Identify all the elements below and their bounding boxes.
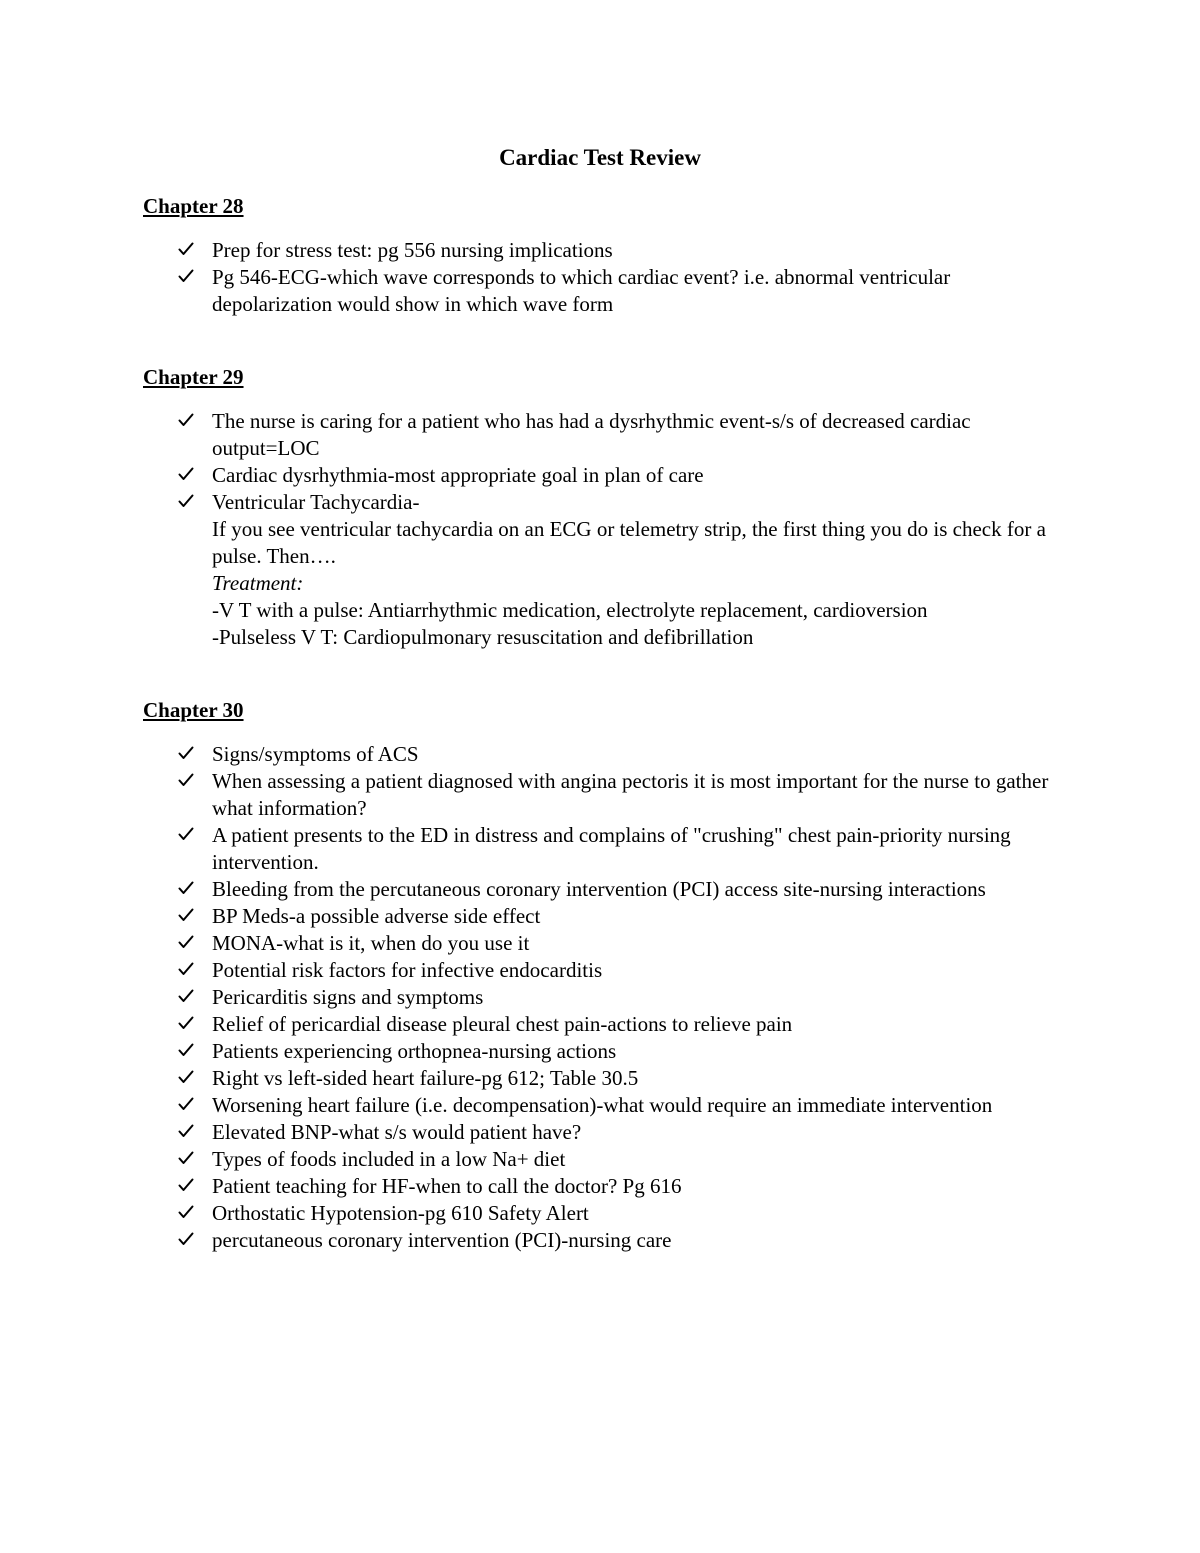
checklist-item-text: -V T with a pulse: Antiarrhythmic medication, electrolyte replacement, cardioversion (212, 598, 928, 622)
checklist-item-text: Worsening heart failure (i.e. decompensation)-what would require an immediate intervention (212, 1093, 993, 1117)
checklist-item (178, 903, 1058, 930)
checklist-item (178, 876, 1058, 903)
chapter-heading: Chapter 29 (143, 365, 244, 389)
checklist-item (178, 1227, 1058, 1254)
checklist-item (178, 1092, 1058, 1119)
checklist-item-text: Ventricular Tachycardia- (212, 490, 420, 514)
chapter-item-list (178, 237, 1058, 318)
checklist-item-text: Elevated BNP-what s/s would patient have? (212, 1120, 582, 1144)
check-icon (178, 462, 198, 489)
checklist-item-text: Bleeding from the percutaneous coronary intervention (PCI) access site-nursing interactions (212, 877, 986, 901)
checklist-item (178, 264, 1058, 318)
check-icon (178, 876, 198, 903)
chapter-item-list (178, 741, 1058, 1254)
checklist-item-text: Orthostatic Hypotension-pg 610 Safety Alert (212, 1201, 589, 1225)
check-icon (178, 408, 198, 435)
check-icon (178, 1065, 198, 1092)
checklist-item-text: Cardiac dysrhythmia-most appropriate goal in plan of care (212, 463, 704, 487)
checklist-item (178, 741, 1058, 768)
checklist-item-text: BP Meds-a possible adverse side effect (212, 904, 541, 928)
checklist-item-text: -Pulseless V T: Cardiopulmonary resuscitation and defibrillation (212, 625, 754, 649)
check-icon (178, 1092, 198, 1119)
checklist-item (178, 1173, 1058, 1200)
checklist-item (178, 984, 1058, 1011)
check-icon (178, 903, 198, 930)
checklist-item-text: MONA-what is it, when do you use it (212, 931, 530, 955)
checklist-item (178, 1038, 1058, 1065)
checklist-item (178, 1200, 1058, 1227)
check-icon (178, 1119, 198, 1146)
chapter-heading: Chapter 30 (143, 698, 244, 722)
checklist-item-text: Pg 546-ECG-which wave corresponds to which cardiac event? i.e. abnormal ventricular depolarization would show in which wave form (212, 265, 951, 316)
check-icon (178, 1173, 198, 1200)
checklist-item (178, 822, 1058, 876)
checklist-item-text: Pericarditis signs and symptoms (212, 985, 484, 1009)
check-icon (178, 1011, 198, 1038)
checklist-item-text: Potential risk factors for infective endocarditis (212, 958, 603, 982)
check-icon (178, 1038, 198, 1065)
checklist-item-text: Types of foods included in a low Na+ diet (212, 1147, 566, 1171)
check-icon (178, 237, 198, 264)
checklist-item (178, 1011, 1058, 1038)
check-icon (178, 1146, 198, 1173)
checklist-item-text: If you see ventricular tachycardia on an ECG or telemetry strip, the first thing you do is check for a pulse. Then…. (212, 517, 1046, 568)
check-icon (178, 1227, 198, 1254)
checklist-item-text: percutaneous coronary intervention (PCI)-nursing care (212, 1228, 672, 1252)
checklist-item-text: Right vs left-sided heart failure-pg 612; Table 30.5 (212, 1066, 639, 1090)
checklist-item (178, 462, 1058, 489)
checklist-item (178, 489, 1058, 651)
check-icon (178, 1200, 198, 1227)
checklist-item-text: Signs/symptoms of ACS (212, 742, 419, 766)
check-icon (178, 264, 198, 291)
checklist-item-text: The nurse is caring for a patient who has had a dysrhythmic event-s/s of decreased cardiac output=LOC (212, 409, 971, 460)
document-title: Cardiac Test Review (499, 145, 701, 170)
checklist-item-text: Patients experiencing orthopnea-nursing actions (212, 1039, 617, 1063)
checklist-item (178, 408, 1058, 462)
checklist-item (178, 768, 1058, 822)
checklist-item-text: A patient presents to the ED in distress and complains of "crushing" chest pain-priority nursing intervention. (212, 823, 1011, 874)
check-icon (178, 984, 198, 1011)
checklist-item (178, 1119, 1058, 1146)
check-icon (178, 741, 198, 768)
checklist-item (178, 237, 1058, 264)
chapter-heading: Chapter 28 (143, 194, 244, 218)
check-icon (178, 822, 198, 849)
checklist-item-text: When assessing a patient diagnosed with angina pectoris it is most important for the nurse to gather what information? (212, 769, 1049, 820)
checklist-item-text: Prep for stress test: pg 556 nursing implications (212, 238, 613, 262)
checklist-item-text: Treatment: (212, 571, 304, 595)
checklist-item (178, 930, 1058, 957)
checklist-item (178, 1065, 1058, 1092)
check-icon (178, 930, 198, 957)
checklist-item (178, 1146, 1058, 1173)
chapter-item-list (178, 408, 1058, 651)
checklist-item (178, 957, 1058, 984)
checklist-item-text: Patient teaching for HF-when to call the doctor? Pg 616 (212, 1174, 682, 1198)
check-icon (178, 957, 198, 984)
check-icon (178, 768, 198, 795)
check-icon (178, 489, 198, 516)
checklist-item-text: Relief of pericardial disease pleural chest pain-actions to relieve pain (212, 1012, 793, 1036)
